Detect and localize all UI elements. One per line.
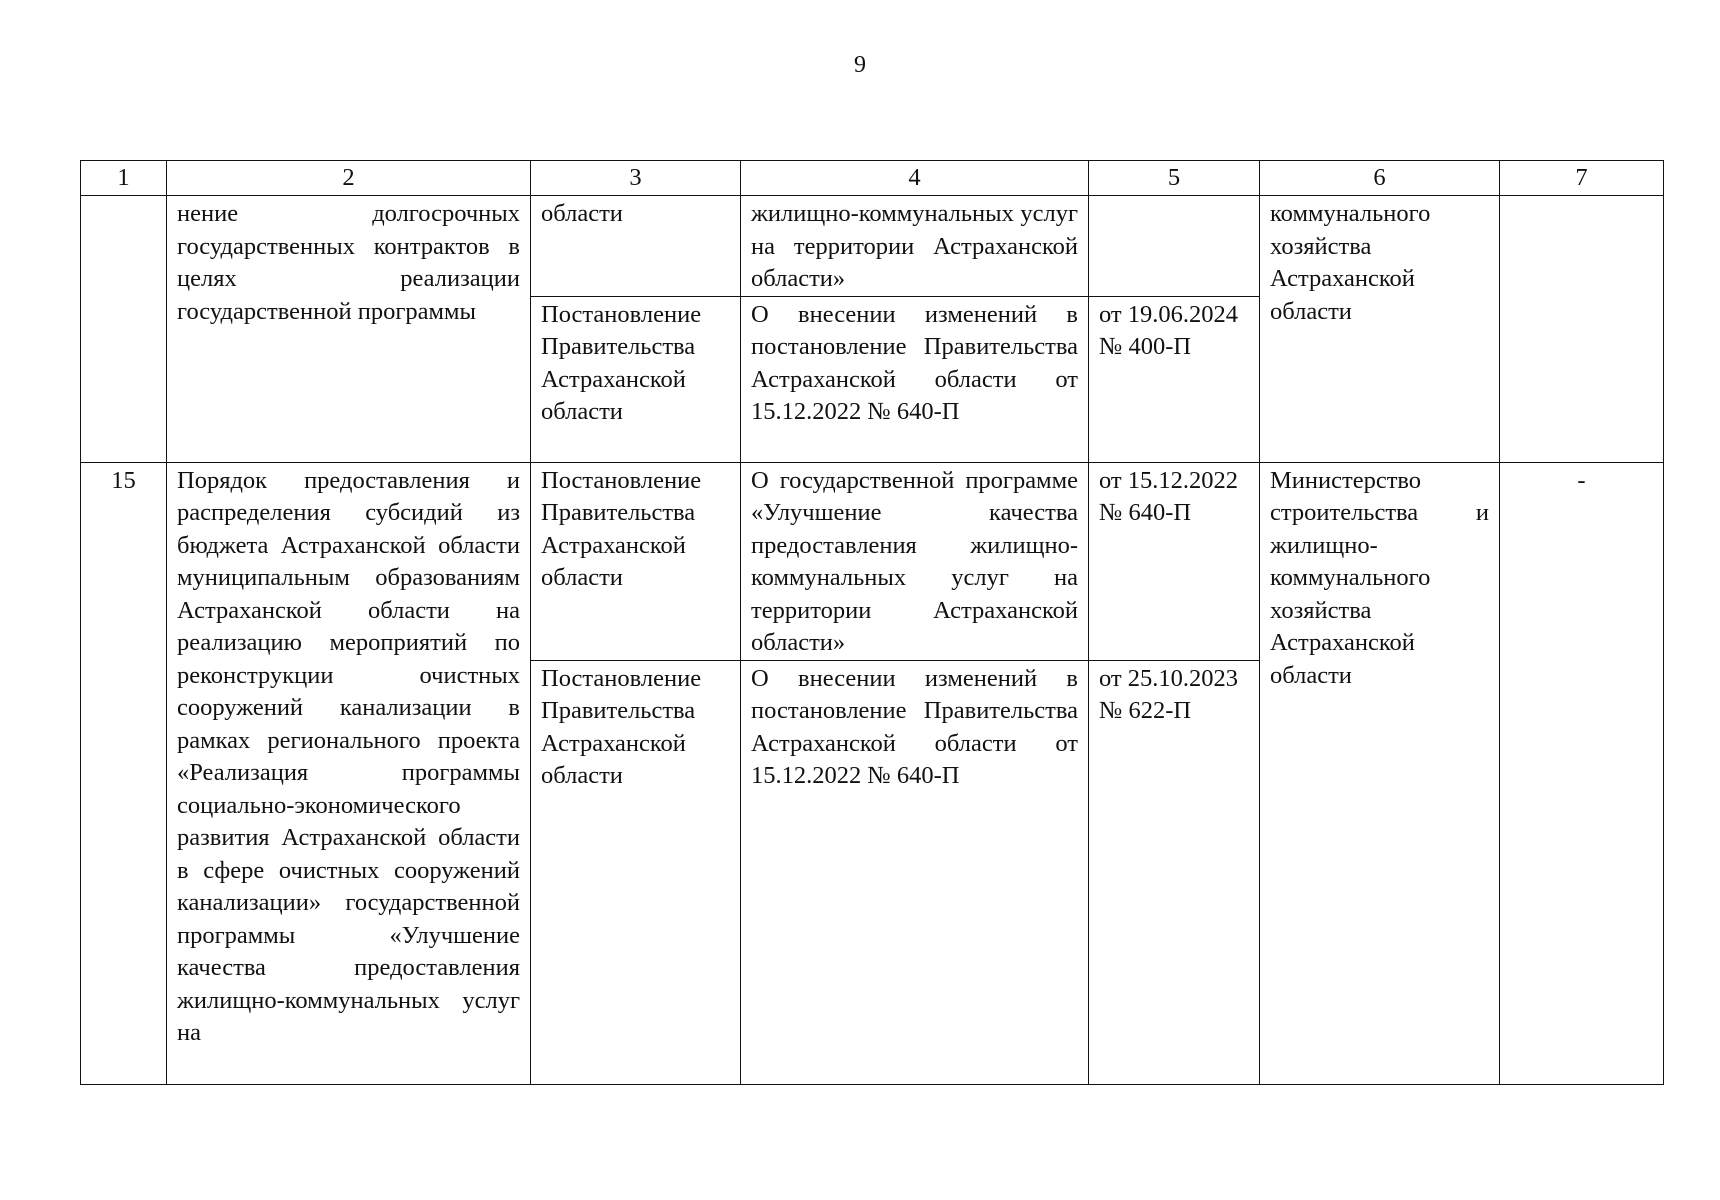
cell-doc-date <box>1089 296 1260 462</box>
cell-doc-title: О государственной программе «Улучшение качества предоставления жилищно-коммунальных услуг на территории Астраханской области» <box>741 462 1089 660</box>
cell-responsible: Министерство строительства и жилищно-коммунального хозяйства Астраханской области <box>1260 462 1500 1084</box>
cell-doc-title: О внесении изменений в постановление Правительства Астраханской области от 15.12.2022 № 640-П <box>741 296 1089 462</box>
col-header-5: 5 <box>1089 161 1260 196</box>
cell-item-name: Порядок предоставления и распределения субсидий из бюджета Астраханской области муниципальным образованиям Астраханской области на реализацию мероприятий по реконструкции очистных сооружений канализации в рамках регионального проекта «Реализация программы социально-экономического развития Астраханской области в сфере очистных сооружений канализации» государственной программы «Улучшение качества предоставления жилищно-коммунальных услуг на <box>167 462 531 1084</box>
col-header-6: 6 <box>1260 161 1500 196</box>
doc-number-text: № 622-П <box>1099 697 1192 724</box>
cell-doc-date <box>1089 660 1260 1084</box>
cell-responsible: коммунального хозяйства Астраханской области <box>1260 196 1500 463</box>
col-header-3: 3 <box>531 161 741 196</box>
cell-doc-title: О внесении изменений в постановление Правительства Астраханской области от 15.12.2022 № 640-П <box>741 660 1089 1084</box>
cell-doc-type: области <box>531 196 741 297</box>
cell-item-number <box>81 196 167 463</box>
doc-date-text: от 19.06.2024 <box>1099 300 1239 328</box>
doc-date-text: от 15.12.2022 <box>1099 466 1239 494</box>
doc-number-text: № 400-П <box>1099 333 1192 360</box>
cell-doc-type: Постановление Правительства Астраханской области <box>531 462 741 660</box>
cell-doc-date <box>1089 462 1260 660</box>
document-table <box>80 160 1664 1085</box>
cell-note <box>1500 196 1664 463</box>
cell-doc-title: жилищно-коммунальных услуг на территории Астраханской области» <box>741 196 1089 297</box>
cell-item-name: нение долгосрочных государственных контрактов в целях реализации государственной программы <box>167 196 531 463</box>
header-row <box>81 161 1664 196</box>
cell-doc-type: Постановление Правительства Астраханской области <box>531 296 741 462</box>
col-header-4: 4 <box>741 161 1089 196</box>
doc-date-text: от 25.10.2023 <box>1099 664 1239 692</box>
cell-item-number: 15 <box>81 462 167 1084</box>
col-header-2: 2 <box>167 161 531 196</box>
cell-note: - <box>1500 462 1664 1084</box>
table-row <box>81 462 1664 660</box>
cell-doc-date <box>1089 196 1260 297</box>
col-header-1: 1 <box>81 161 167 196</box>
doc-number-text: № 640-П <box>1099 499 1192 526</box>
page-number: 9 <box>854 52 866 78</box>
cell-doc-type: Постановление Правительства Астраханской области <box>531 660 741 1084</box>
col-header-7: 7 <box>1500 161 1664 196</box>
table-row <box>81 196 1664 297</box>
